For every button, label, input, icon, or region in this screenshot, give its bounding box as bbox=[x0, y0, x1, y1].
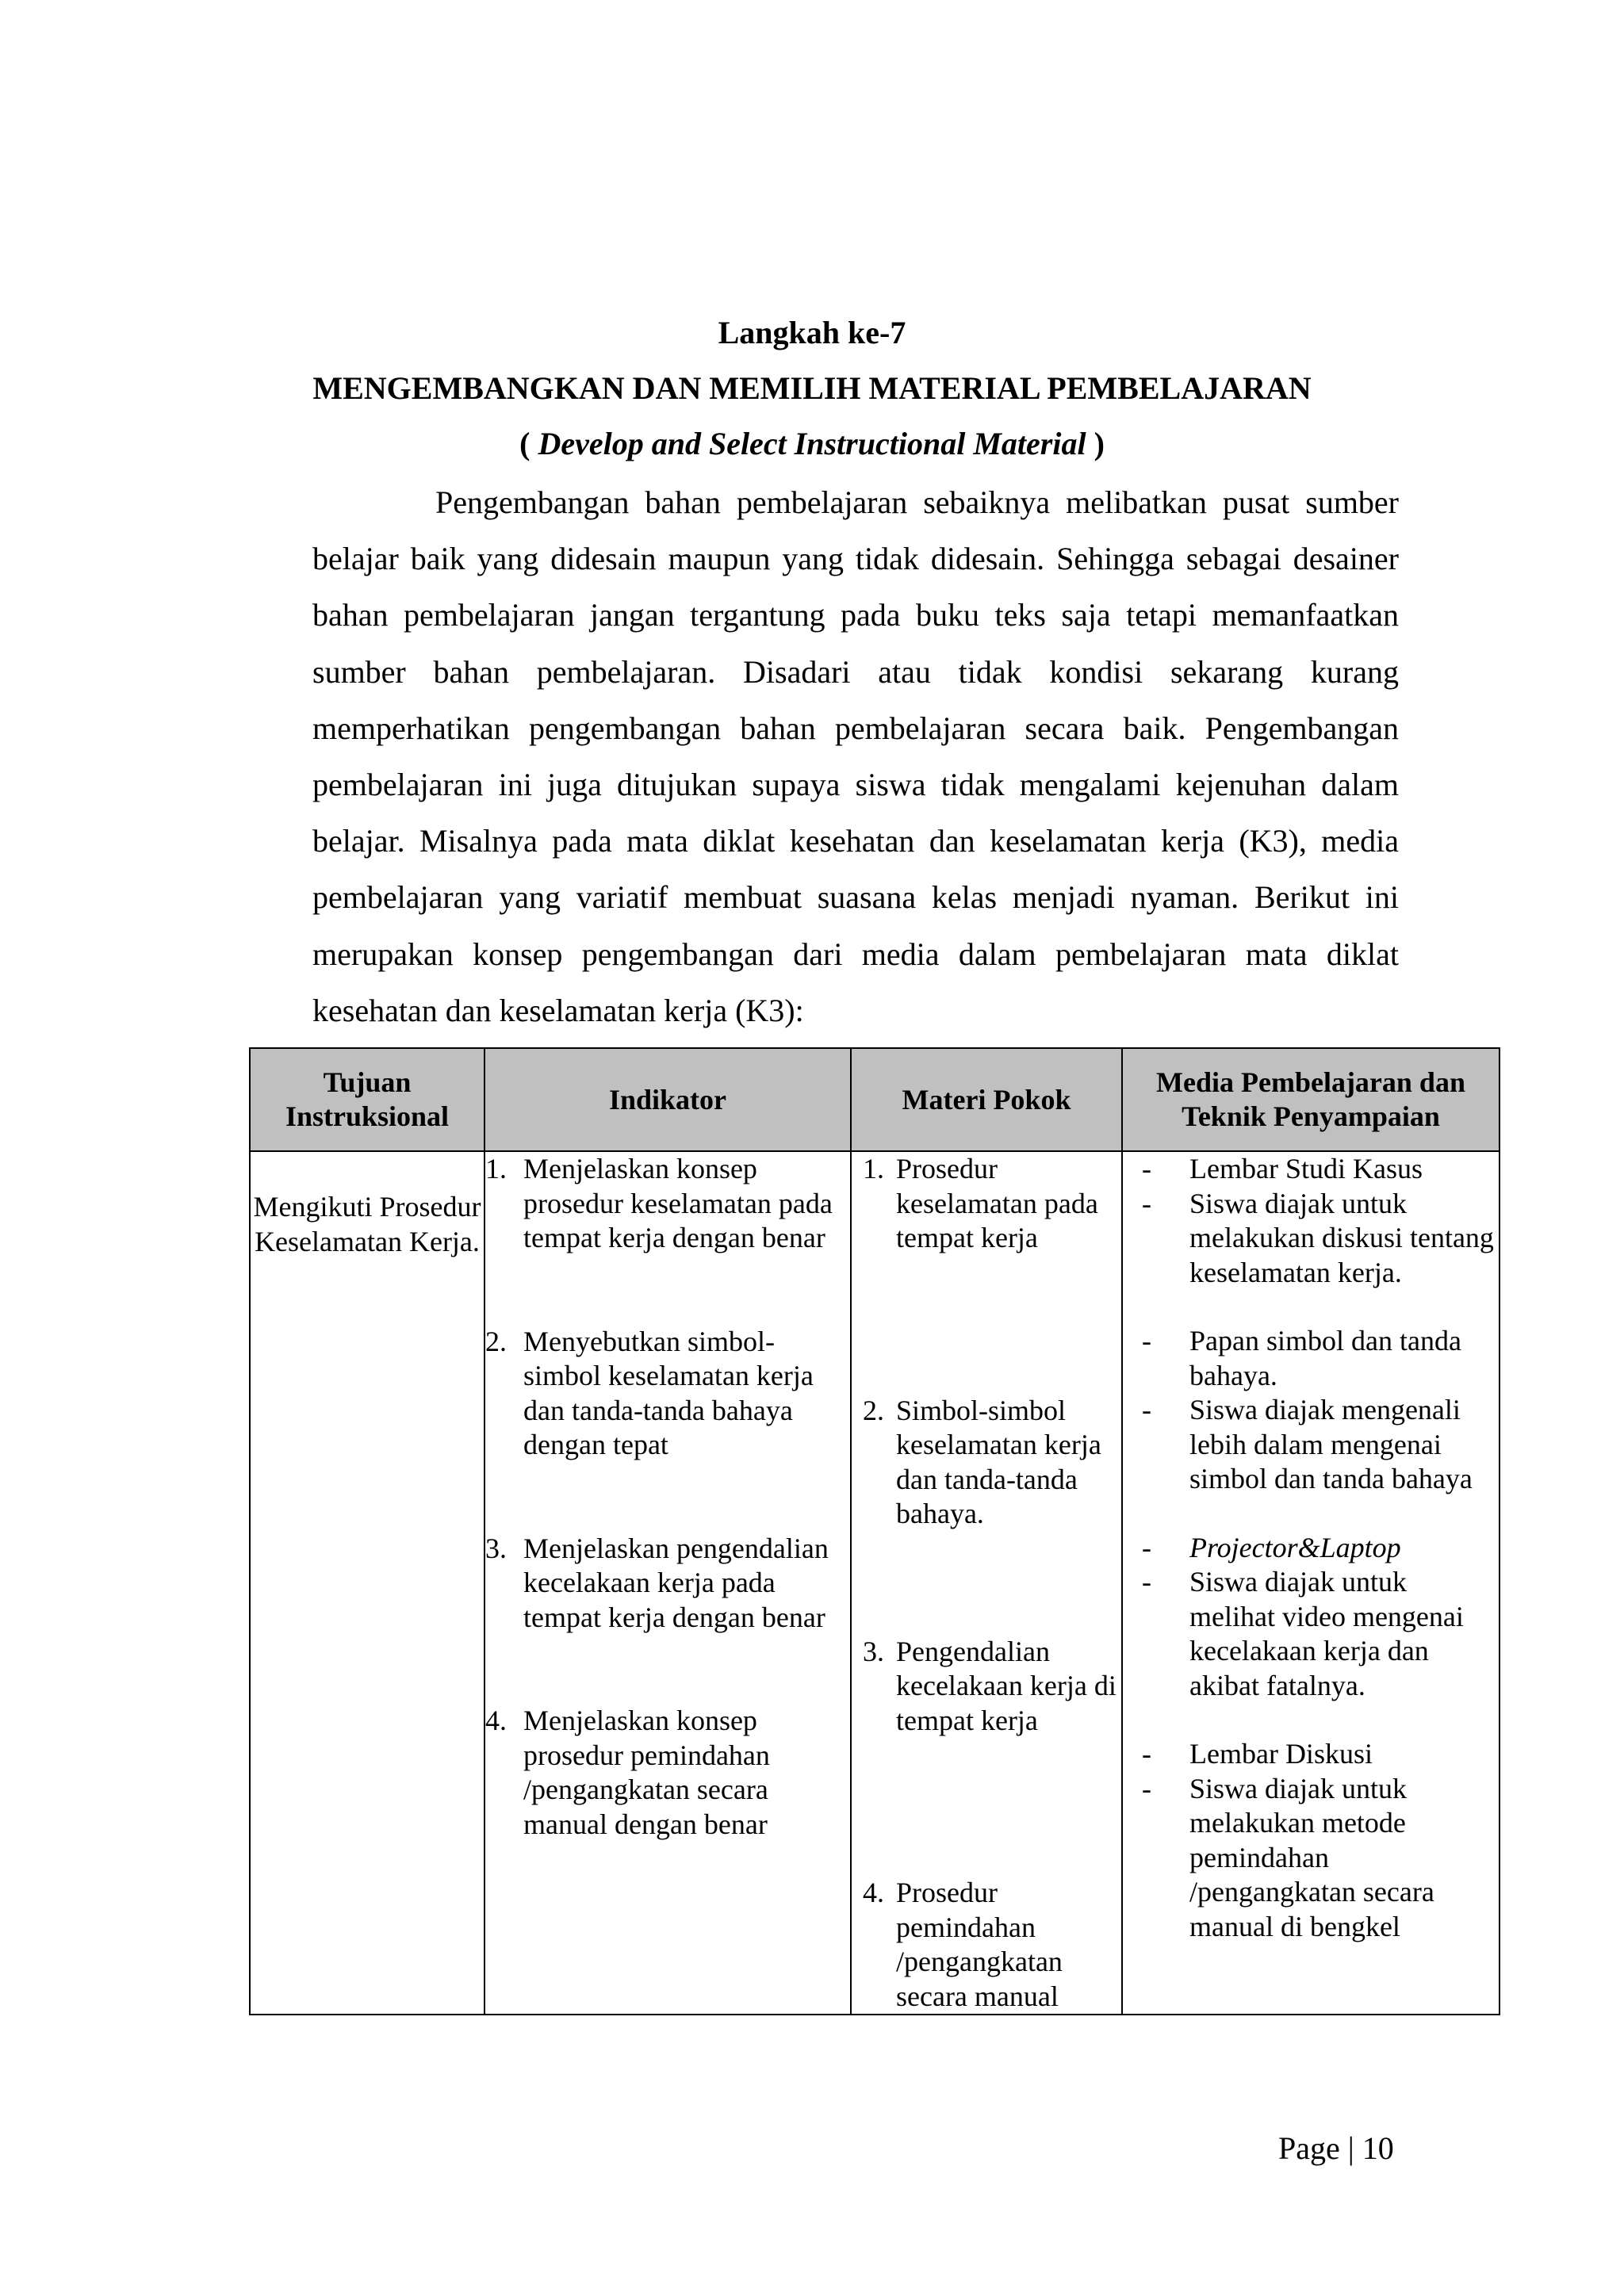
indikator-cell bbox=[485, 1151, 851, 2015]
k3-media-table bbox=[249, 1047, 1500, 2015]
media-text: Siswa diajak untuk melakukan metode pemindahan /pengangkatan secara manual di bengkel bbox=[1189, 1772, 1434, 1942]
media-text: Projector&Laptop bbox=[1189, 1531, 1401, 1563]
indikator-text: Menyebutkan simbol-simbol keselamatan kerja dan tanda-tanda bahaya dengan tepat bbox=[523, 1325, 814, 1460]
dash: - bbox=[1142, 1738, 1151, 1770]
chapter-subtitle bbox=[0, 425, 1624, 463]
materi-cell bbox=[851, 1151, 1122, 2015]
subtitle-open: ( bbox=[519, 426, 538, 461]
indikator-text: Menjelaskan konsep prosedur pemindahan /pengangkatan secara manual dengan benar bbox=[523, 1705, 770, 1840]
header-materi: Materi Pokok bbox=[851, 1048, 1122, 1151]
media-item bbox=[1123, 1393, 1499, 1497]
header-indikator: Indikator bbox=[485, 1048, 851, 1151]
dash: - bbox=[1142, 1325, 1151, 1357]
indikator-number: 3. bbox=[485, 1532, 507, 1564]
dash: - bbox=[1142, 1566, 1151, 1598]
step-heading: Langkah ke-7 bbox=[718, 315, 906, 350]
media-text: Lembar Diskusi bbox=[1189, 1738, 1373, 1770]
materi-item bbox=[852, 1394, 1121, 1532]
media-item bbox=[1123, 1324, 1499, 1393]
materi-number: 4. bbox=[863, 1877, 884, 1908]
subtitle-italic: Develop and Select Instructional Material bbox=[538, 426, 1086, 461]
media-text: Lembar Studi Kasus bbox=[1189, 1153, 1423, 1184]
materi-number: 1. bbox=[863, 1153, 884, 1184]
dash: - bbox=[1142, 1153, 1151, 1184]
subtitle-close: ) bbox=[1086, 426, 1105, 461]
dash: - bbox=[1142, 1187, 1151, 1219]
indikator-number: 2. bbox=[485, 1325, 507, 1357]
materi-text: Prosedur keselamatan pada tempat kerja bbox=[896, 1153, 1098, 1253]
indikator-item bbox=[485, 1704, 850, 1842]
table-header-row bbox=[250, 1048, 1500, 1151]
media-item bbox=[1123, 1737, 1499, 1772]
dash: - bbox=[1142, 1772, 1151, 1804]
media-item bbox=[1123, 1565, 1499, 1703]
media-text: Siswa diajak mengenali lebih dalam mengenai simbol dan tanda bahaya bbox=[1189, 1394, 1473, 1494]
media-cell bbox=[1122, 1151, 1500, 2015]
materi-item bbox=[852, 1876, 1121, 2014]
media-item bbox=[1123, 1187, 1499, 1291]
indikator-item bbox=[485, 1152, 850, 1256]
materi-number: 2. bbox=[863, 1394, 884, 1426]
media-item bbox=[1123, 1152, 1499, 1187]
tujuan-cell bbox=[250, 1151, 485, 2015]
media-text: Papan simbol dan tanda bahaya. bbox=[1189, 1325, 1461, 1391]
header-media: Media Pembelajaran dan Teknik Penyampaian bbox=[1122, 1048, 1500, 1151]
indikator-number: 4. bbox=[485, 1705, 507, 1736]
media-item bbox=[1123, 1531, 1499, 1566]
media-text: Siswa diajak untuk melihat video mengenai kecelakaan kerja dan akibat fatalnya. bbox=[1189, 1566, 1464, 1701]
dash: - bbox=[1142, 1394, 1151, 1425]
intro-paragraph: Pengembangan bahan pembelajaran sebaiknya melibatkan pusat sumber belajar baik yang didesain maupun yang tidak didesain. Sehingga sebagai desainer bahan pembelajaran jangan tergantung pada buku teks saja tetapi memanfaatkan sumber bahan pembelajaran. Disadari atau tidak kondisi sekarang kurang memperhatikan pengembangan bahan pembelajaran secara baik. Pengembangan pembelajaran ini juga ditujukan supaya siswa tidak mengalami kejenuhan dalam belajar. Misalnya pada mata diklat kesehatan dan keselamatan kerja (K3), media pembelajaran yang variatif membuat suasana kelas menjadi nyaman. Berikut ini merupakan konsep pengembangan dari media dalam pembelajaran mata diklat kesehatan dan keselamatan kerja (K3): bbox=[312, 484, 1399, 1028]
dash: - bbox=[1142, 1531, 1151, 1563]
page-number: Page | 10 bbox=[1278, 2130, 1394, 2166]
materi-item bbox=[852, 1152, 1121, 1256]
indikator-item bbox=[485, 1325, 850, 1463]
materi-item bbox=[852, 1635, 1121, 1739]
indikator-item bbox=[485, 1532, 850, 1636]
header-tujuan: Tujuan Instruksional bbox=[250, 1048, 485, 1151]
media-item bbox=[1123, 1772, 1499, 1945]
materi-text: Prosedur pemindahan /pengangkatan secara manual bbox=[896, 1877, 1063, 2012]
materi-number: 3. bbox=[863, 1635, 884, 1667]
indikator-number: 1. bbox=[485, 1153, 507, 1184]
tujuan-text: Mengikuti Prosedur Keselamatan Kerja. bbox=[253, 1191, 481, 1257]
indikator-text: Menjelaskan pengendalian kecelakaan kerja pada tempat kerja dengan benar bbox=[523, 1532, 829, 1633]
indikator-text: Menjelaskan konsep prosedur keselamatan pada tempat kerja dengan benar bbox=[523, 1153, 833, 1253]
materi-text: Pengendalian kecelakaan kerja di tempat kerja bbox=[896, 1635, 1116, 1736]
media-text: Siswa diajak untuk melakukan diskusi tentang keselamatan kerja. bbox=[1189, 1187, 1494, 1288]
chapter-title: MENGEMBANGKAN DAN MEMILIH MATERIAL PEMBELAJARAN bbox=[312, 370, 1312, 406]
table-row bbox=[250, 1151, 1500, 2015]
materi-text: Simbol-simbol keselamatan kerja dan tanda-tanda bahaya. bbox=[896, 1394, 1101, 1529]
